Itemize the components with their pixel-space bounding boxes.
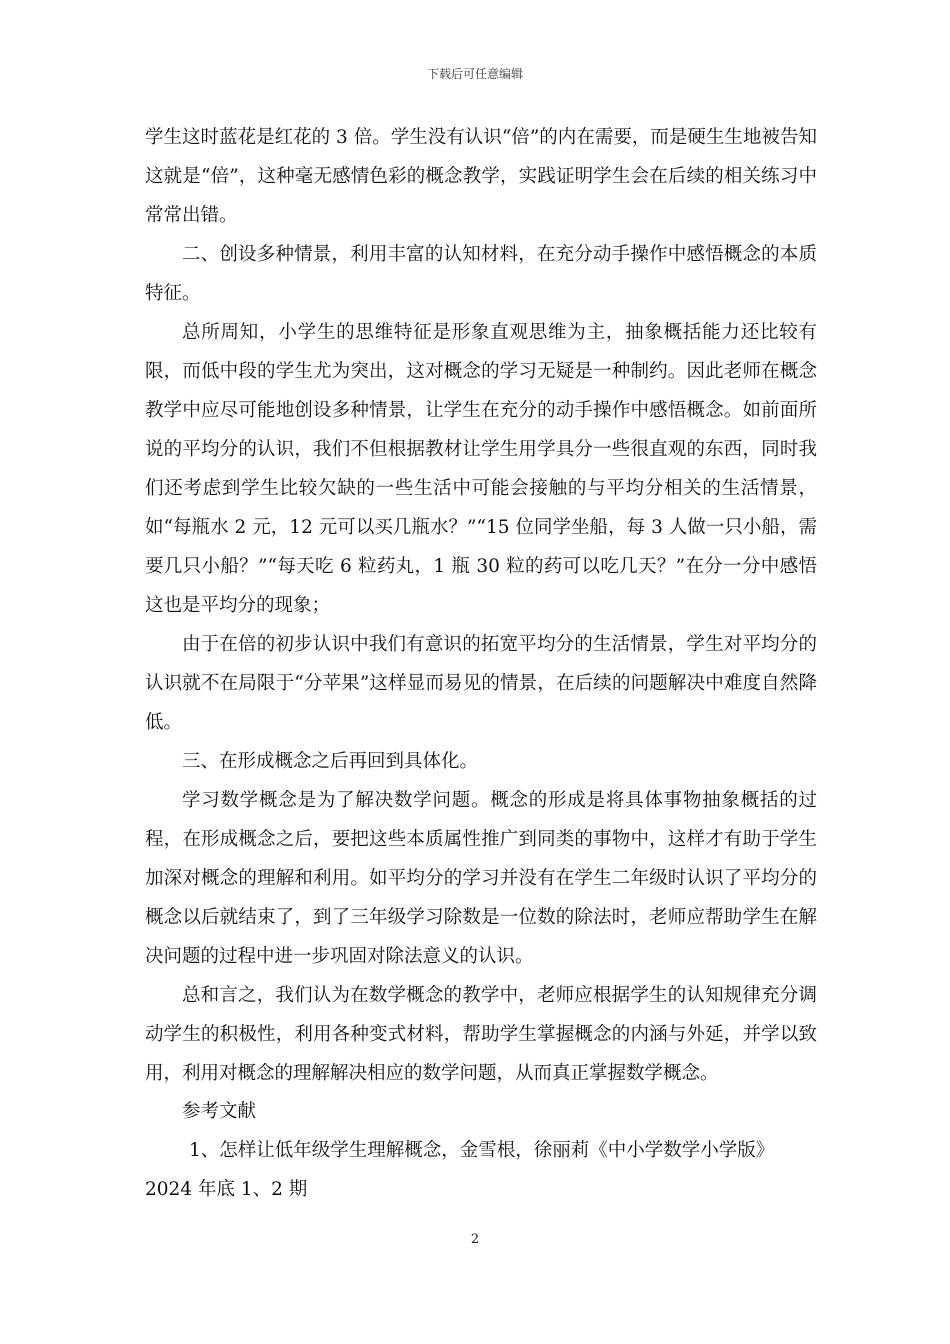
section-heading-2: 二、创设多种情景，利用丰富的认知材料，在充分动手操作中感悟概念的本质特征。 [145, 244, 817, 304]
section-heading-3: 三、在形成概念之后再回到具体化。 [182, 751, 479, 772]
paragraph: 学习数学概念是为了解决数学问题。概念的形成是将具体事物抽象概括的过程，在形成概念之后，要把这些本质属性推广到同类的事物中，这样才有助于学生加深对概念的理解和利用。如平均分的学习并没有在学生二年级时认识了平均分的概念以后就结束了，到了三年级学习除数是一位数的除法时，老师应帮助学生在解决问题的过程中进一步巩固对除法意义的认识。 [145, 790, 817, 967]
conclusion-paragraph: 总和言之，我们认为在数学概念的教学中，老师应根据学生的认知规律充分调动学生的积极性，利用各种变式材料，帮助学生掌握概念的内涵与外延，并学以致用，利用对概念的理解解决相应的数学问题，从而真正掌握数学概念。 [145, 985, 817, 1084]
page-header: 下载后可任意编辑 [426, 67, 523, 81]
paragraph: 总所周知，小学生的思维特征是形象直观思维为主，抽象概括能力还比较有限，而低中段的学生尤为突出，这对概念的学习无疑是一种制约。因此老师在概念教学中应尽可能地创设多种情景，让学生在充分的动手操作中感悟概念。如前面所说的平均分的认识，我们不但根据教材让学生用学具分一些很直观的东西，同时我们还考虑到学生比较欠缺的一些生活中可能会接触的与平均分相关的生活情景，如“每瓶水 2 元，12 元可以买几瓶水？”“15 位同学坐船，每 3 人做一只小船，需要几只小船？”“每天吃 6 粒药丸，1 瓶 30 粒的药可以吃几天？”在分一分中感悟这也是平均分的现象； [145, 322, 817, 616]
paragraph: 由于在倍的初步认识中我们有意识的拓宽平均分的生活情景，学生对平均分的认识就不在局限于“分苹果”这样显而易见的情景，在后续的问题解决中难度自然降低。 [145, 634, 817, 733]
references-title: 参考文献 [182, 1101, 257, 1122]
document-body [145, 118, 817, 1093]
reference-item: 1、怎样让低年级学生理解概念，金雪根，徐丽莉《中小学数学小学版》2024 年底 1、2 期 [145, 1140, 775, 1200]
paragraph-continuation: 学生这时蓝花是红花的 3 倍。学生没有认识“倍”的内在需要，而是硬生生地被告知这就是“倍”，这种毫无感情色彩的概念教学，实践证明学生会在后续的相关练习中常常出错。 [145, 127, 817, 226]
page-number: 2 [470, 1232, 480, 1247]
references-section [145, 1092, 817, 1209]
